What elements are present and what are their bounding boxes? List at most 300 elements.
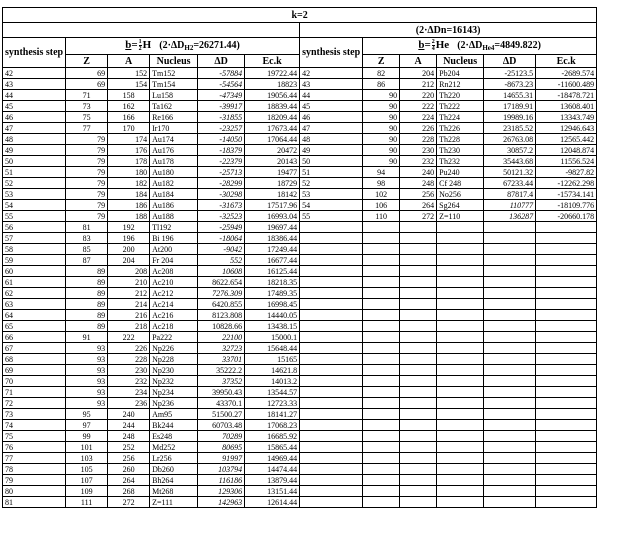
left-nucleus-cell: Am95 [150,409,198,420]
left-z-cell: 79 [66,211,108,222]
left-dd-cell: -31673 [198,200,245,211]
right-a-cell: 226 [400,123,437,134]
left-eck-cell: 17517.96 [245,200,300,211]
right-eck-cell: 11556.524 [536,156,597,167]
left-step-cell: 55 [3,211,66,222]
right-nucleus-cell: Th226 [437,123,484,134]
right-eck-cell: -2689.574 [536,68,597,79]
left-eck-cell: 18729 [245,178,300,189]
right-a-cell: 248 [400,178,437,189]
right-step-cell: 42 [300,68,363,79]
right-a-cell: 264 [400,200,437,211]
right-a-cell: 232 [400,156,437,167]
left-a-cell: 170 [108,123,150,134]
right-dd-cell: -8673.23 [484,79,536,90]
right-empty-cell [536,431,597,442]
left-col-a: A [108,55,150,68]
left-eck-cell: 13438.15 [245,321,300,332]
right-empty-cell [484,453,536,464]
left-nucleus-cell: Au184 [150,189,198,200]
table-row [3,475,597,486]
table-row [3,189,597,200]
right-empty-cell [536,475,597,486]
right-empty-cell [300,277,363,288]
right-step-cell: 46 [300,112,363,123]
right-eck-cell: 12048.874 [536,145,597,156]
right-empty-cell [363,321,400,332]
right-empty-cell [536,354,597,365]
table-row [3,244,597,255]
right-empty-cell [300,233,363,244]
right-nucleus-cell: Cf 248 [437,178,484,189]
right-a-cell: 228 [400,134,437,145]
left-dd-cell: -25713 [198,167,245,178]
left-dd-cell: -39917 [198,101,245,112]
right-dd-cell: -25123.5 [484,68,536,79]
right-a-cell: 224 [400,112,437,123]
right-eck-cell: -15734.141 [536,189,597,200]
table-row [3,486,597,497]
right-empty-cell [363,431,400,442]
left-eck-cell: 19056.44 [245,90,300,101]
right-empty-cell [363,442,400,453]
right-eck-cell: -18478.721 [536,90,597,101]
right-dd-cell: 30857.2 [484,145,536,156]
header-blank [3,23,300,38]
right-empty-cell [363,310,400,321]
left-eck-cell: 18218.35 [245,277,300,288]
left-z-cell: 93 [66,398,108,409]
right-empty-cell [484,266,536,277]
table-row [3,409,597,420]
right-empty-cell [400,431,437,442]
table-row [3,79,597,90]
left-eck-cell: 16998.45 [245,299,300,310]
table-row [3,90,597,101]
right-nucleus-cell: Pu240 [437,167,484,178]
right-empty-cell [400,255,437,266]
right-empty-cell [300,288,363,299]
left-nucleus-cell: Mt268 [150,486,198,497]
right-empty-cell [536,453,597,464]
left-step-cell: 63 [3,299,66,310]
right-empty-cell [437,464,484,475]
left-eck-cell: 14621.8 [245,365,300,376]
left-eck-cell: 12723.33 [245,398,300,409]
right-empty-cell [484,299,536,310]
table-row [3,288,597,299]
left-z-cell: 93 [66,387,108,398]
right-nucleus-cell: Th220 [437,90,484,101]
left-eck-cell: 14440.05 [245,310,300,321]
right-nucleus-cell: No256 [437,189,484,200]
right-empty-cell [400,222,437,233]
left-z-cell: 95 [66,409,108,420]
left-a-cell: 272 [108,497,150,508]
left-nucleus-cell: Ir170 [150,123,198,134]
table-row [3,420,597,431]
table-row [3,178,597,189]
table-row [3,332,597,343]
right-empty-cell [363,387,400,398]
right-empty-cell [484,475,536,486]
right-empty-cell [536,343,597,354]
right-nucleus-cell: Th224 [437,112,484,123]
left-step-cell: 48 [3,134,66,145]
right-a-cell: 220 [400,90,437,101]
left-step-cell: 47 [3,123,66,134]
right-nucleus-cell: Pb204 [437,68,484,79]
right-step-cell: 44 [300,90,363,101]
right-nucleus-cell: Th230 [437,145,484,156]
right-empty-cell [300,420,363,431]
left-nucleus-cell: Ac214 [150,299,198,310]
right-empty-cell [363,222,400,233]
right-empty-cell [437,255,484,266]
right-empty-cell [484,442,536,453]
left-step-cell: 70 [3,376,66,387]
table-row [3,453,597,464]
left-a-cell: 234 [108,387,150,398]
right-empty-cell [300,255,363,266]
right-empty-cell [300,398,363,409]
right-empty-cell [363,497,400,508]
left-z-cell: 69 [66,79,108,90]
right-z-cell: 98 [363,178,400,189]
right-empty-cell [536,365,597,376]
left-step-cell: 61 [3,277,66,288]
left-step-cell: 77 [3,453,66,464]
right-empty-cell [400,475,437,486]
left-dd-cell: -57884 [198,68,245,79]
left-eck-cell: 16993.04 [245,211,300,222]
right-empty-cell [400,244,437,255]
right-empty-cell [363,288,400,299]
left-nucleus-cell: Au186 [150,200,198,211]
right-empty-cell [363,475,400,486]
table-row [3,211,597,222]
left-eck-cell: 18141.27 [245,409,300,420]
right-empty-cell [400,332,437,343]
left-step-cell: 50 [3,156,66,167]
right-empty-cell [363,420,400,431]
left-eck-cell: 14969.44 [245,453,300,464]
left-a-cell: 264 [108,475,150,486]
left-z-cell: 93 [66,354,108,365]
left-step-cell: 75 [3,431,66,442]
table-row [3,299,597,310]
right-dd-cell: 67233.44 [484,178,536,189]
left-nucleus-cell: Bh264 [150,475,198,486]
right-a-cell: 212 [400,79,437,90]
left-nucleus-cell: Ac208 [150,266,198,277]
left-a-cell: 186 [108,200,150,211]
right-empty-cell [536,244,597,255]
right-empty-cell [536,299,597,310]
left-nucleus-cell: Au180 [150,167,198,178]
left-dd-cell: 7276.309 [198,288,245,299]
table-row [3,233,597,244]
right-empty-cell [536,321,597,332]
right-col-a: A [400,55,437,68]
right-empty-cell [400,464,437,475]
left-nucleus-cell: Pa222 [150,332,198,343]
left-dd-cell: 35222.2 [198,365,245,376]
left-z-cell: 93 [66,365,108,376]
right-empty-cell [363,233,400,244]
left-eck-cell: 13151.44 [245,486,300,497]
right-empty-cell [300,387,363,398]
left-a-cell: 166 [108,112,150,123]
right-empty-cell [484,497,536,508]
right-dd-cell: 14655.31 [484,90,536,101]
right-z-cell: 90 [363,123,400,134]
right-empty-cell [300,475,363,486]
left-eck-cell: 15165 [245,354,300,365]
left-dd-cell: 116186 [198,475,245,486]
right-empty-cell [300,310,363,321]
left-step-cell: 79 [3,475,66,486]
right-synthesis-step-header: synthesis step [300,38,363,68]
left-nucleus-cell: Au182 [150,178,198,189]
left-nucleus-cell: Lr256 [150,453,198,464]
table-row [3,398,597,409]
left-dd-cell: 32723 [198,343,245,354]
left-nucleus-cell: Re166 [150,112,198,123]
left-z-cell: 89 [66,288,108,299]
left-dd-cell: 33701 [198,354,245,365]
right-step-cell: 49 [300,145,363,156]
left-dd-cell: -18379 [198,145,245,156]
left-col-z: Z [66,55,108,68]
right-empty-cell [536,486,597,497]
table-row [3,354,597,365]
left-dd-cell: -22379 [198,156,245,167]
left-step-cell: 74 [3,420,66,431]
right-empty-cell [400,321,437,332]
left-z-cell: 77 [66,123,108,134]
left-nucleus-cell: Md252 [150,442,198,453]
right-empty-cell [484,222,536,233]
left-eck-cell: 17068.23 [245,420,300,431]
right-dd-cell: 26763.08 [484,134,536,145]
left-nucleus-cell: Au188 [150,211,198,222]
table-row [3,310,597,321]
left-a-cell: 154 [108,79,150,90]
left-a-cell: 208 [108,266,150,277]
right-empty-cell [536,332,597,343]
right-empty-cell [300,321,363,332]
left-dd-cell: 80695 [198,442,245,453]
right-a-cell: 222 [400,101,437,112]
left-dd-cell: 8123.808 [198,310,245,321]
left-z-cell: 79 [66,178,108,189]
right-empty-cell [363,332,400,343]
right-z-cell: 102 [363,189,400,200]
right-empty-cell [363,453,400,464]
right-empty-cell [437,409,484,420]
table-row [3,376,597,387]
right-empty-cell [536,442,597,453]
left-eck-cell: 19697.44 [245,222,300,233]
left-step-cell: 62 [3,288,66,299]
left-z-cell: 107 [66,475,108,486]
right-empty-cell [484,398,536,409]
right-empty-cell [437,288,484,299]
right-empty-cell [484,420,536,431]
table-row [3,112,597,123]
left-nucleus-cell: Db260 [150,464,198,475]
left-eck-cell: 18209.44 [245,112,300,123]
left-dd-cell: 91997 [198,453,245,464]
left-nucleus-cell: Np230 [150,365,198,376]
left-z-cell: 79 [66,134,108,145]
right-empty-cell [363,255,400,266]
left-nucleus-cell: Ta162 [150,101,198,112]
table-row [3,123,597,134]
table-row [3,497,597,508]
right-col-nucleus: Nucleus [437,55,484,68]
left-step-cell: 49 [3,145,66,156]
left-nucleus-cell: Ac216 [150,310,198,321]
right-empty-cell [400,497,437,508]
left-nucleus-cell: Tm154 [150,79,198,90]
right-empty-cell [363,464,400,475]
left-eck-cell: 14474.44 [245,464,300,475]
right-empty-cell [400,486,437,497]
right-z-cell: 90 [363,134,400,145]
right-empty-cell [400,354,437,365]
left-eck-cell: 18823 [245,79,300,90]
right-z-cell: 82 [363,68,400,79]
dn-label: (2·ΔDn=16143) [300,23,597,38]
right-step-cell: 53 [300,189,363,200]
right-empty-cell [400,420,437,431]
left-dd-cell: 70289 [198,431,245,442]
left-z-cell: 89 [66,266,108,277]
left-a-cell: 196 [108,233,150,244]
right-empty-cell [484,288,536,299]
table-row [3,431,597,442]
left-z-cell: 79 [66,145,108,156]
right-z-cell: 110 [363,211,400,222]
left-step-cell: 65 [3,321,66,332]
left-step-cell: 53 [3,189,66,200]
left-a-cell: 212 [108,288,150,299]
right-empty-cell [536,398,597,409]
left-dd-cell: -14050 [198,134,245,145]
left-eck-cell: 12614.44 [245,497,300,508]
left-step-cell: 51 [3,167,66,178]
right-empty-cell [437,277,484,288]
right-empty-cell [536,497,597,508]
right-a-cell: 240 [400,167,437,178]
right-empty-cell [300,442,363,453]
right-eck-cell: 13608.401 [536,101,597,112]
left-dd-cell: 10608 [198,266,245,277]
right-empty-cell [400,387,437,398]
right-empty-cell [363,354,400,365]
table-row [3,321,597,332]
left-a-cell: 236 [108,398,150,409]
right-z-cell: 90 [363,156,400,167]
left-eck-cell: 15865.44 [245,442,300,453]
left-dd-cell: 43370.1 [198,398,245,409]
left-nucleus-cell: Np236 [150,398,198,409]
right-empty-cell [437,376,484,387]
left-a-cell: 200 [108,244,150,255]
right-empty-cell [300,299,363,310]
right-empty-cell [363,277,400,288]
left-dd-cell: -25949 [198,222,245,233]
left-dd-cell: 129306 [198,486,245,497]
table-row [3,68,597,79]
right-empty-cell [437,266,484,277]
right-dd-cell: 19989.16 [484,112,536,123]
right-empty-cell [536,420,597,431]
right-eck-cell: -11600.489 [536,79,597,90]
right-empty-cell [300,222,363,233]
left-step-cell: 81 [3,497,66,508]
left-a-cell: 162 [108,101,150,112]
right-empty-cell [400,299,437,310]
left-eck-cell: 16125.44 [245,266,300,277]
right-eck-cell: -12262.298 [536,178,597,189]
right-empty-cell [437,299,484,310]
right-empty-cell [437,310,484,321]
left-eck-cell: 17249.44 [245,244,300,255]
right-dd-cell: 87817.4 [484,189,536,200]
left-col-dd: ΔD [198,55,245,68]
left-dd-cell: 6420.855 [198,299,245,310]
left-eck-cell: 18386.44 [245,233,300,244]
right-empty-cell [400,453,437,464]
right-empty-cell [484,409,536,420]
left-z-cell: 87 [66,255,108,266]
right-empty-cell [484,277,536,288]
table-row [3,200,597,211]
left-eck-cell: 17489.35 [245,288,300,299]
right-empty-cell [536,376,597,387]
left-dd-cell: -28299 [198,178,245,189]
left-z-cell: 79 [66,200,108,211]
right-nucleus-cell: Sg264 [437,200,484,211]
right-empty-cell [300,332,363,343]
left-a-cell: 240 [108,409,150,420]
right-empty-cell [484,310,536,321]
right-empty-cell [484,233,536,244]
right-eck-cell: 12565.442 [536,134,597,145]
right-empty-cell [363,299,400,310]
left-z-cell: 81 [66,222,108,233]
left-eck-cell: 15000.1 [245,332,300,343]
right-nucleus-cell: Rn212 [437,79,484,90]
right-dd-cell: 35443.68 [484,156,536,167]
right-z-cell: 90 [363,145,400,156]
left-dd-cell: -54564 [198,79,245,90]
left-z-cell: 79 [66,156,108,167]
left-z-cell: 89 [66,321,108,332]
right-empty-cell [300,409,363,420]
left-a-cell: 158 [108,90,150,101]
left-nucleus-cell: Lu158 [150,90,198,101]
left-step-cell: 69 [3,365,66,376]
right-nucleus-cell: Th222 [437,101,484,112]
right-empty-cell [437,222,484,233]
left-dd-cell: 37352 [198,376,245,387]
left-eck-cell: 17064.44 [245,134,300,145]
right-z-cell: 86 [363,79,400,90]
